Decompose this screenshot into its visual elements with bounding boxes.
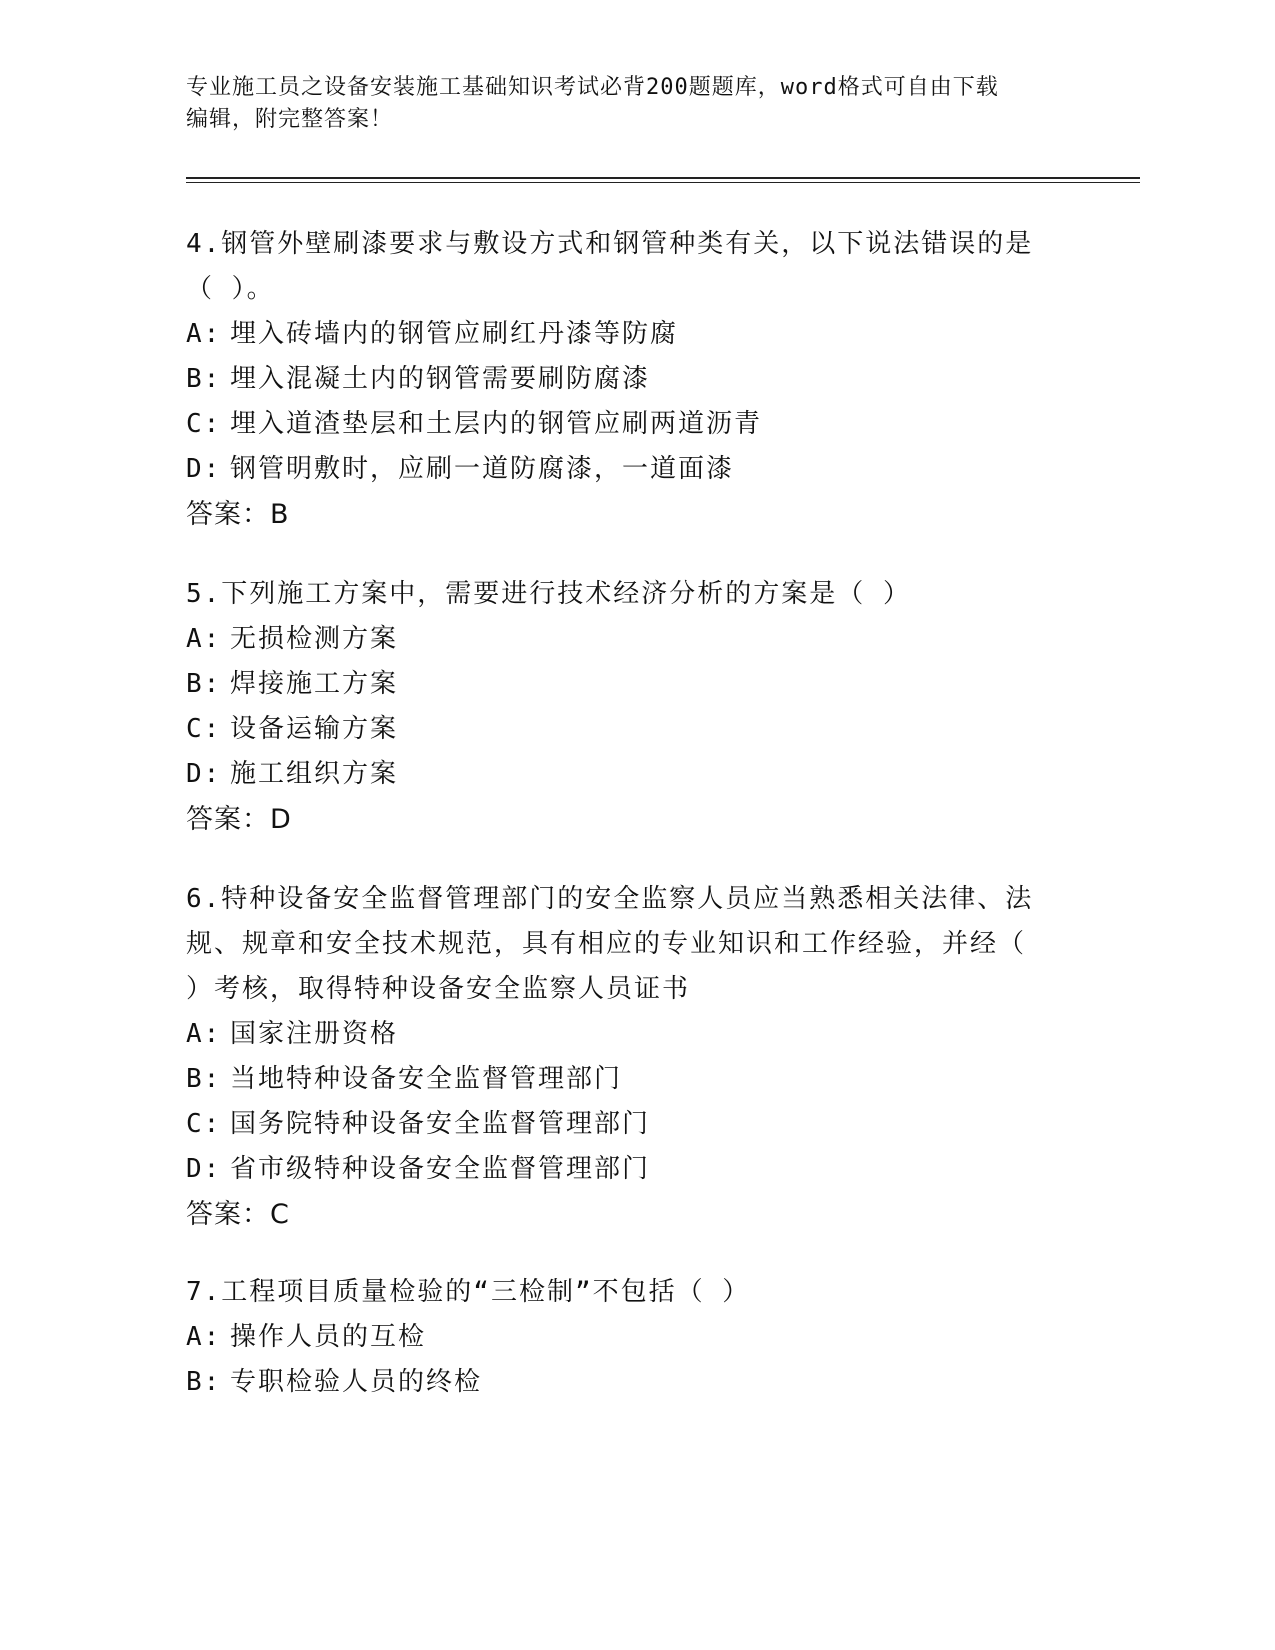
option-label: A: (186, 1019, 222, 1049)
option-label: B: (186, 1367, 222, 1397)
option-d (186, 447, 1066, 492)
option-b (186, 1360, 1066, 1405)
option-text: 无损检测方案 (230, 624, 399, 654)
option-a (186, 617, 1066, 662)
question-text-line: （ ）。 (186, 274, 275, 304)
option-text: 钢管明敷时，应刷一道防腐漆，一道面漆 (230, 454, 735, 484)
option-label: C: (186, 714, 222, 744)
option-text: 埋入砖墙内的钢管应刷红丹漆等防腐 (230, 319, 679, 349)
option-a (186, 1012, 1066, 1057)
option-text: 埋入混凝土内的钢管需要刷防腐漆 (230, 364, 651, 394)
document-header (186, 72, 1086, 136)
option-text: 焊接施工方案 (230, 669, 399, 699)
question-text-line: ）考核，取得特种设备安全监察人员证书 (186, 974, 691, 1004)
answer-line: 答案：D (186, 804, 292, 835)
header-divider-thin (186, 182, 1140, 183)
option-c (186, 707, 1066, 752)
question-text-line: 5.下列施工方案中，需要进行技术经济分析的方案是（ ） (186, 579, 911, 609)
question-4 (186, 222, 1066, 537)
option-a (186, 1315, 1066, 1360)
option-text: 国家注册资格 (230, 1019, 399, 1049)
option-b (186, 662, 1066, 707)
option-label: A: (186, 1322, 222, 1352)
option-label: B: (186, 1064, 222, 1094)
option-text: 埋入道渣垫层和土层内的钢管应刷两道沥青 (230, 409, 763, 439)
header-line-2: 编辑，附完整答案！ (186, 107, 394, 132)
answer-line: 答案：B (186, 499, 290, 530)
option-a (186, 312, 1066, 357)
option-label: D: (186, 759, 222, 789)
question-text-line: 6.特种设备安全监督管理部门的安全监察人员应当熟悉相关法律、法 (186, 884, 1034, 914)
option-label: D: (186, 454, 222, 484)
question-text-line: 规、规章和安全技术规范，具有相应的专业知识和工作经验，并经（ (186, 929, 1027, 959)
answer-line: 答案：C (186, 1199, 290, 1230)
option-c (186, 402, 1066, 447)
option-text: 操作人员的互检 (230, 1322, 427, 1352)
option-label: B: (186, 364, 222, 394)
option-c (186, 1102, 1066, 1147)
option-b (186, 357, 1066, 402)
option-text: 国务院特种设备安全监督管理部门 (230, 1109, 651, 1139)
option-label: D: (186, 1154, 222, 1184)
option-text: 当地特种设备安全监督管理部门 (230, 1064, 623, 1094)
option-text: 施工组织方案 (230, 759, 399, 789)
option-d (186, 1147, 1066, 1192)
option-text: 设备运输方案 (230, 714, 399, 744)
question-text-line: 4.钢管外壁刷漆要求与敷设方式和钢管种类有关，以下说法错误的是 (186, 229, 1034, 259)
option-label: C: (186, 1109, 222, 1139)
option-text: 省市级特种设备安全监督管理部门 (230, 1154, 651, 1184)
header-line-1: 专业施工员之设备安装施工基础知识考试必背200题题库，word格式可自由下载 (186, 75, 999, 100)
question-text-line: 7.工程项目质量检验的“三检制”不包括（ ） (186, 1277, 751, 1307)
option-label: B: (186, 669, 222, 699)
option-d (186, 752, 1066, 797)
option-label: A: (186, 319, 222, 349)
question-6 (186, 877, 1066, 1237)
question-7 (186, 1270, 1066, 1405)
question-5 (186, 572, 1066, 842)
header-divider-thick (186, 177, 1140, 179)
option-b (186, 1057, 1066, 1102)
option-text: 专职检验人员的终检 (230, 1367, 483, 1397)
option-label: C: (186, 409, 222, 439)
option-label: A: (186, 624, 222, 654)
